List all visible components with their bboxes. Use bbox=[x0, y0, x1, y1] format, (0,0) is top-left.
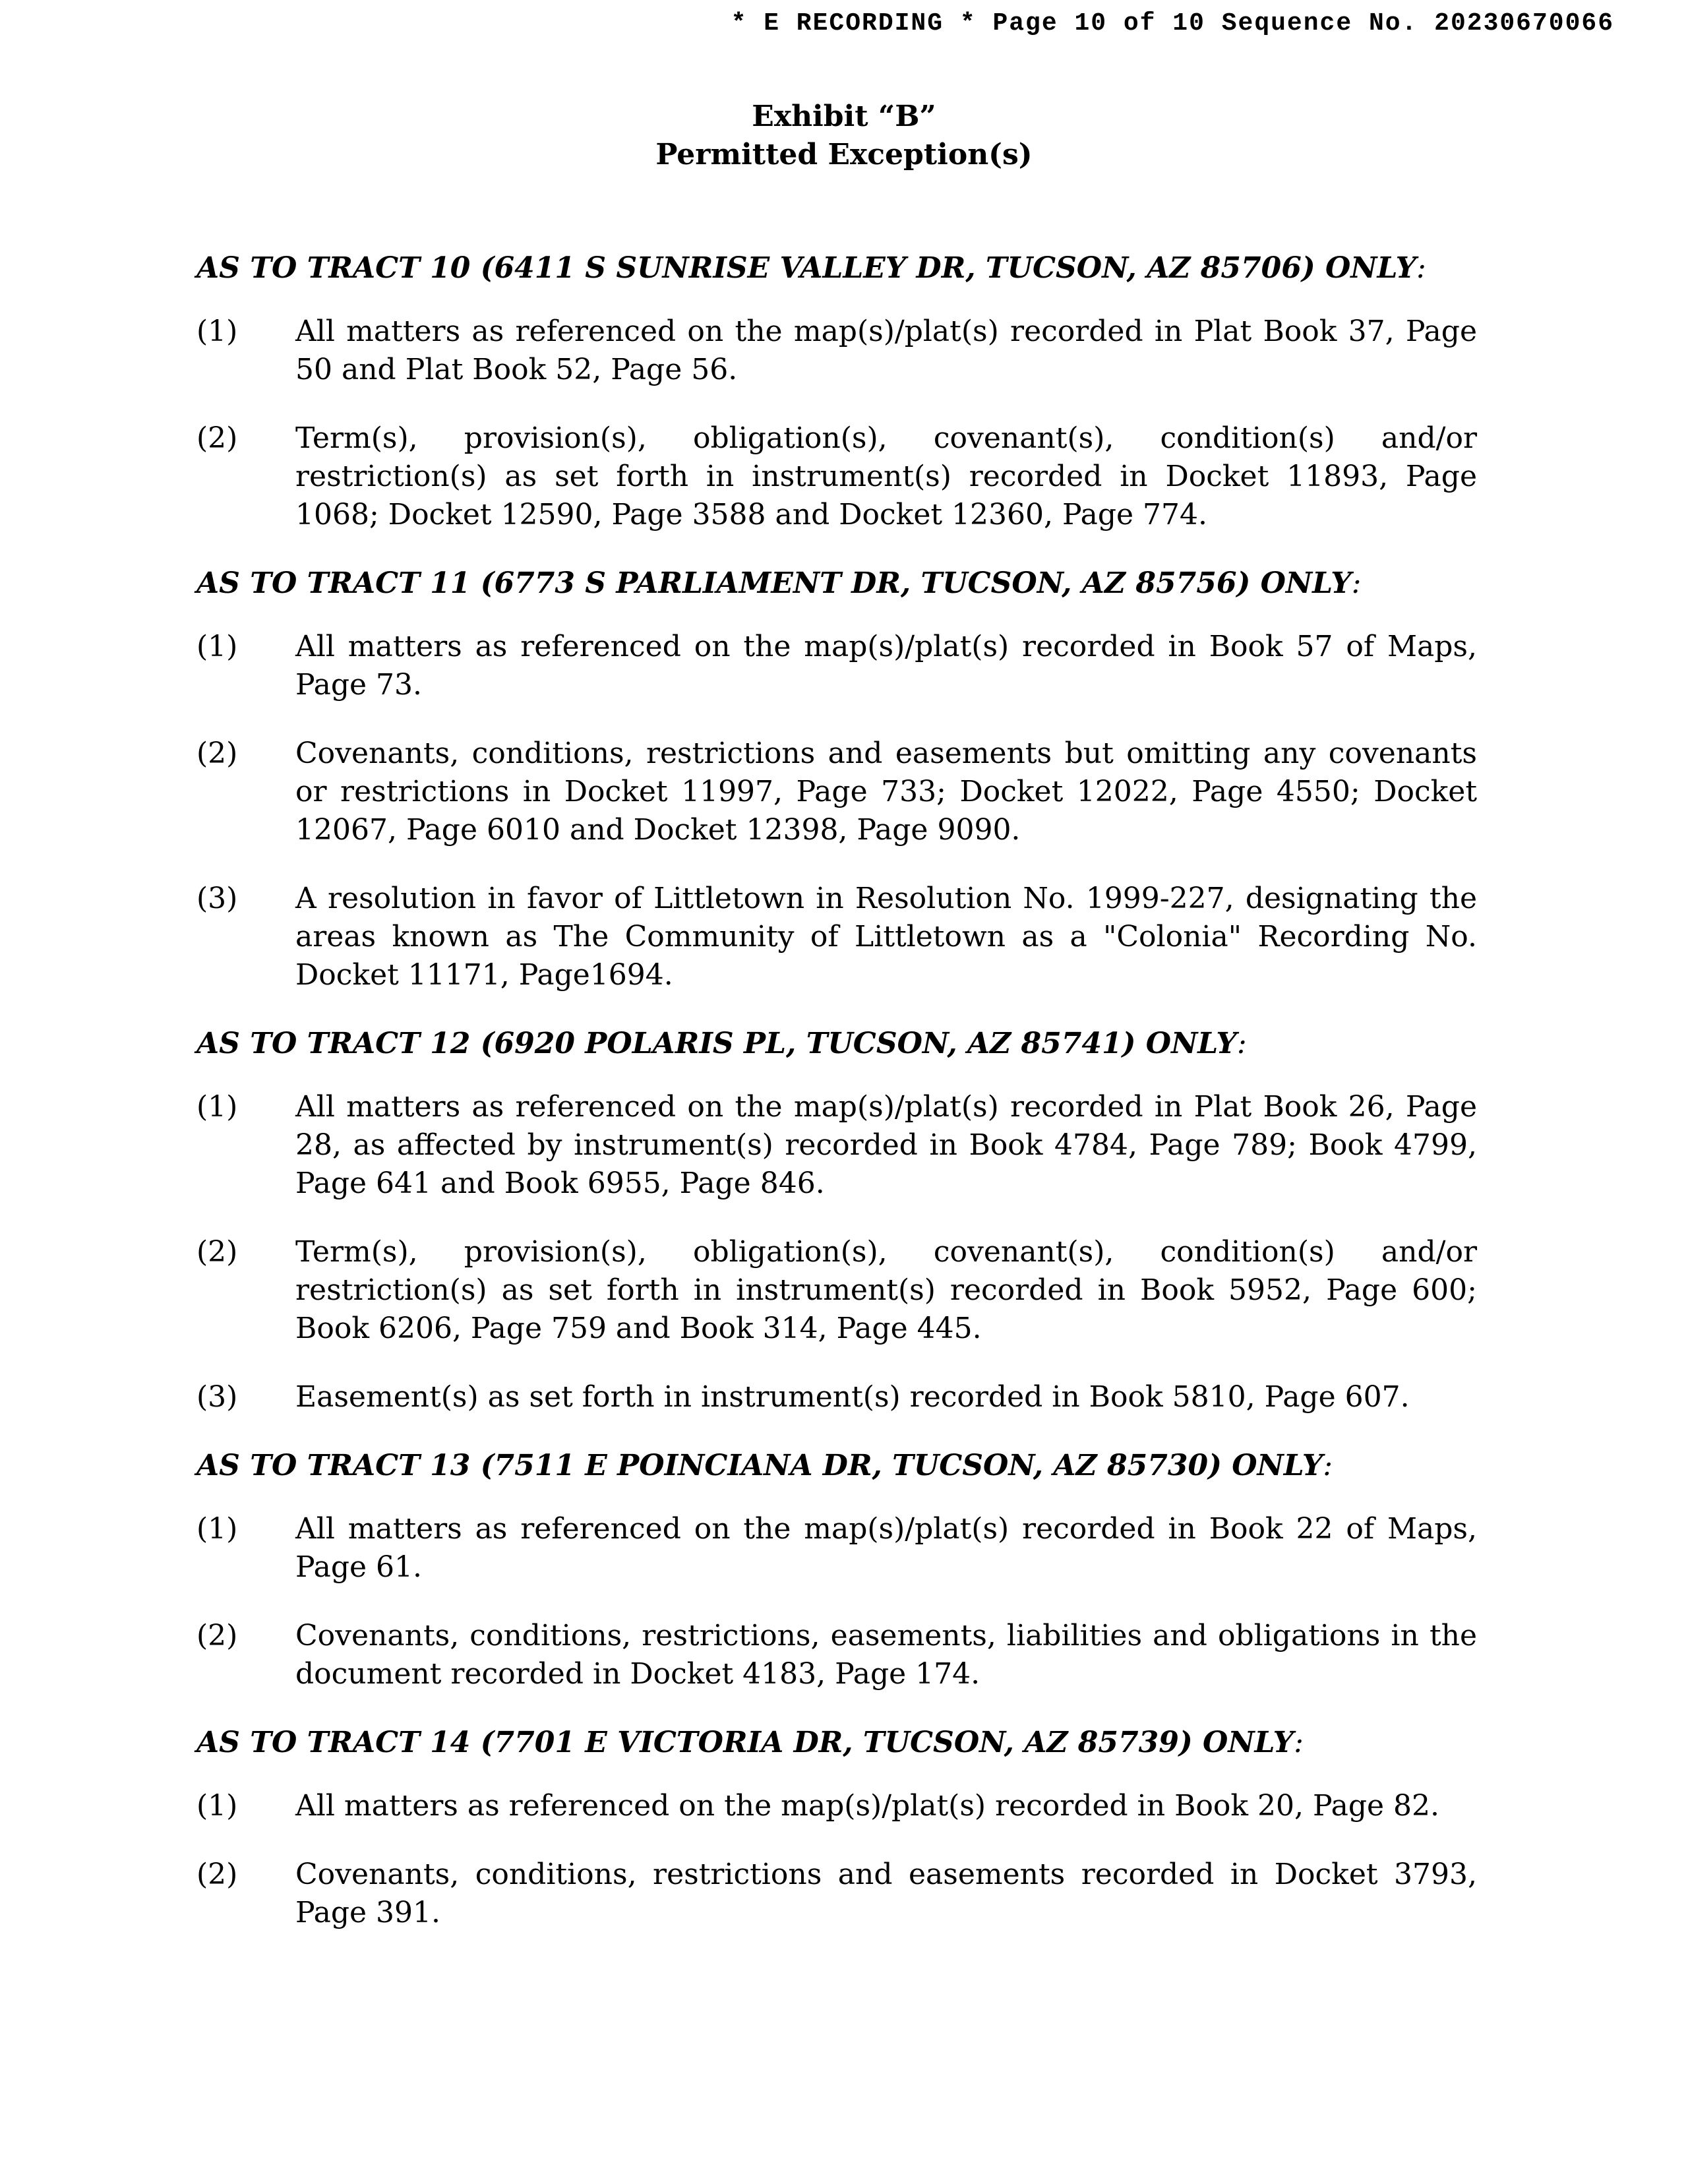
exception-item bbox=[196, 1617, 1477, 1693]
exception-text: All matters as referenced on the map(s)/plat(s) recorded in Plat Book 26, Page 28, as affected by instrument(s) recorded in Book 4784, Page 789; Book 4799, Page 641 and Book 6955, Page 846. bbox=[295, 1090, 1477, 1200]
exception-item bbox=[196, 880, 1477, 994]
tract-heading-text: AS TO TRACT 13 (7511 E POINCIANA DR, TUCSON, AZ 85730) ONLY bbox=[196, 1449, 1323, 1482]
tract-section bbox=[196, 564, 1477, 994]
exception-number: (2) bbox=[196, 1858, 238, 1891]
tract-heading-text: AS TO TRACT 14 (7701 E VICTORIA DR, TUCSON, AZ 85739) ONLY bbox=[196, 1726, 1294, 1759]
exception-item bbox=[196, 628, 1477, 704]
exception-number: (2) bbox=[196, 1619, 238, 1653]
tract-heading-text: AS TO TRACT 10 (6411 S SUNRISE VALLEY DR, TUCSON, AZ 85706) ONLY bbox=[196, 251, 1417, 285]
exception-number: (1) bbox=[196, 315, 238, 348]
tract-section bbox=[196, 1447, 1477, 1693]
exception-number: (2) bbox=[196, 1235, 238, 1269]
exception-number: (1) bbox=[196, 1789, 238, 1823]
tract-heading: AS TO TRACT 13 (7511 E POINCIANA DR, TUCSON, AZ 85730) ONLY: bbox=[196, 1449, 1333, 1482]
tract-heading-text: AS TO TRACT 12 (6920 POLARIS PL, TUCSON, AZ 85741) ONLY bbox=[196, 1027, 1237, 1060]
exception-text: All matters as referenced on the map(s)/plat(s) recorded in Book 20, Page 82. bbox=[295, 1789, 1440, 1823]
exception-text: Term(s), provision(s), obligation(s), covenant(s), condition(s) and/or restriction(s) as set forth in instrument(s) recorded in Book 5952, Page 600; Book 6206, Page 759 and Book 314, Page 445. bbox=[295, 1235, 1477, 1345]
exception-text: All matters as referenced on the map(s)/plat(s) recorded in Book 22 of Maps, Page 61. bbox=[295, 1512, 1477, 1584]
exception-text: Covenants, conditions, restrictions and easements recorded in Docket 3793, Page 391. bbox=[295, 1858, 1477, 1929]
exception-item bbox=[196, 1088, 1477, 1203]
exception-item bbox=[196, 1787, 1477, 1825]
tract-section bbox=[196, 249, 1477, 534]
exception-number: (3) bbox=[196, 1380, 238, 1414]
exception-text: All matters as referenced on the map(s)/plat(s) recorded in Plat Book 37, Page 50 and Plat Book 52, Page 56. bbox=[295, 315, 1477, 386]
exception-item bbox=[196, 313, 1477, 389]
exception-text: A resolution in favor of Littletown in Resolution No. 1999-227, designating the areas known as The Community of Littletown as a "Colonia" Recording No. Docket 11171, Page1694. bbox=[295, 882, 1477, 992]
exhibit-subtitle: Permitted Exception(s) bbox=[655, 138, 1033, 171]
exception-text: Term(s), provision(s), obligation(s), covenant(s), condition(s) and/or restriction(s) as set forth in instrument(s) recorded in Docket 11893, Page 1068; Docket 12590, Page 3588 and Docket 12360, Page 774. bbox=[295, 421, 1477, 531]
exception-text: Covenants, conditions, restrictions and easements but omitting any covenants or restrictions in Docket 11997, Page 733; Docket 12022, Page 4550; Docket 12067, Page 6010 and Docket 12398, Page 9090. bbox=[295, 737, 1477, 847]
exhibit-title-block bbox=[0, 98, 1688, 174]
tract-heading: AS TO TRACT 11 (6773 S PARLIAMENT DR, TUCSON, AZ 85756) ONLY: bbox=[196, 566, 1362, 600]
exception-number: (1) bbox=[196, 630, 238, 663]
exception-item bbox=[196, 1233, 1477, 1348]
exception-text: All matters as referenced on the map(s)/plat(s) recorded in Book 57 of Maps, Page 73. bbox=[295, 630, 1477, 702]
tract-section bbox=[196, 1724, 1477, 1932]
exception-number: (1) bbox=[196, 1090, 238, 1124]
exception-item bbox=[196, 419, 1477, 534]
exception-number: (3) bbox=[196, 882, 238, 915]
tract-section bbox=[196, 1025, 1477, 1416]
exception-text: Easement(s) as set forth in instrument(s) recorded in Book 5810, Page 607. bbox=[295, 1380, 1410, 1414]
tract-heading: AS TO TRACT 14 (7701 E VICTORIA DR, TUCSON, AZ 85739) ONLY: bbox=[196, 1726, 1304, 1759]
tract-heading-text: AS TO TRACT 11 (6773 S PARLIAMENT DR, TUCSON, AZ 85756) ONLY bbox=[196, 566, 1352, 600]
exceptions-list bbox=[196, 249, 1477, 1962]
exception-item bbox=[196, 1378, 1477, 1416]
exception-item bbox=[196, 1510, 1477, 1587]
exception-number: (2) bbox=[196, 737, 238, 770]
exception-number: (1) bbox=[196, 1512, 238, 1546]
exception-number: (2) bbox=[196, 421, 238, 455]
tract-heading: AS TO TRACT 10 (6411 S SUNRISE VALLEY DR, TUCSON, AZ 85706) ONLY: bbox=[196, 251, 1426, 285]
exception-item bbox=[196, 1856, 1477, 1932]
exception-text: Covenants, conditions, restrictions, easements, liabilities and obligations in the document recorded in Docket 4183, Page 174. bbox=[295, 1619, 1477, 1691]
exhibit-title: Exhibit “B” bbox=[752, 100, 936, 133]
recording-stamp: * E RECORDING * Page 10 of 10 Sequence No. 20230670066 bbox=[731, 9, 1614, 38]
exception-item bbox=[196, 735, 1477, 849]
tract-heading: AS TO TRACT 12 (6920 POLARIS PL, TUCSON, AZ 85741) ONLY: bbox=[196, 1027, 1247, 1060]
